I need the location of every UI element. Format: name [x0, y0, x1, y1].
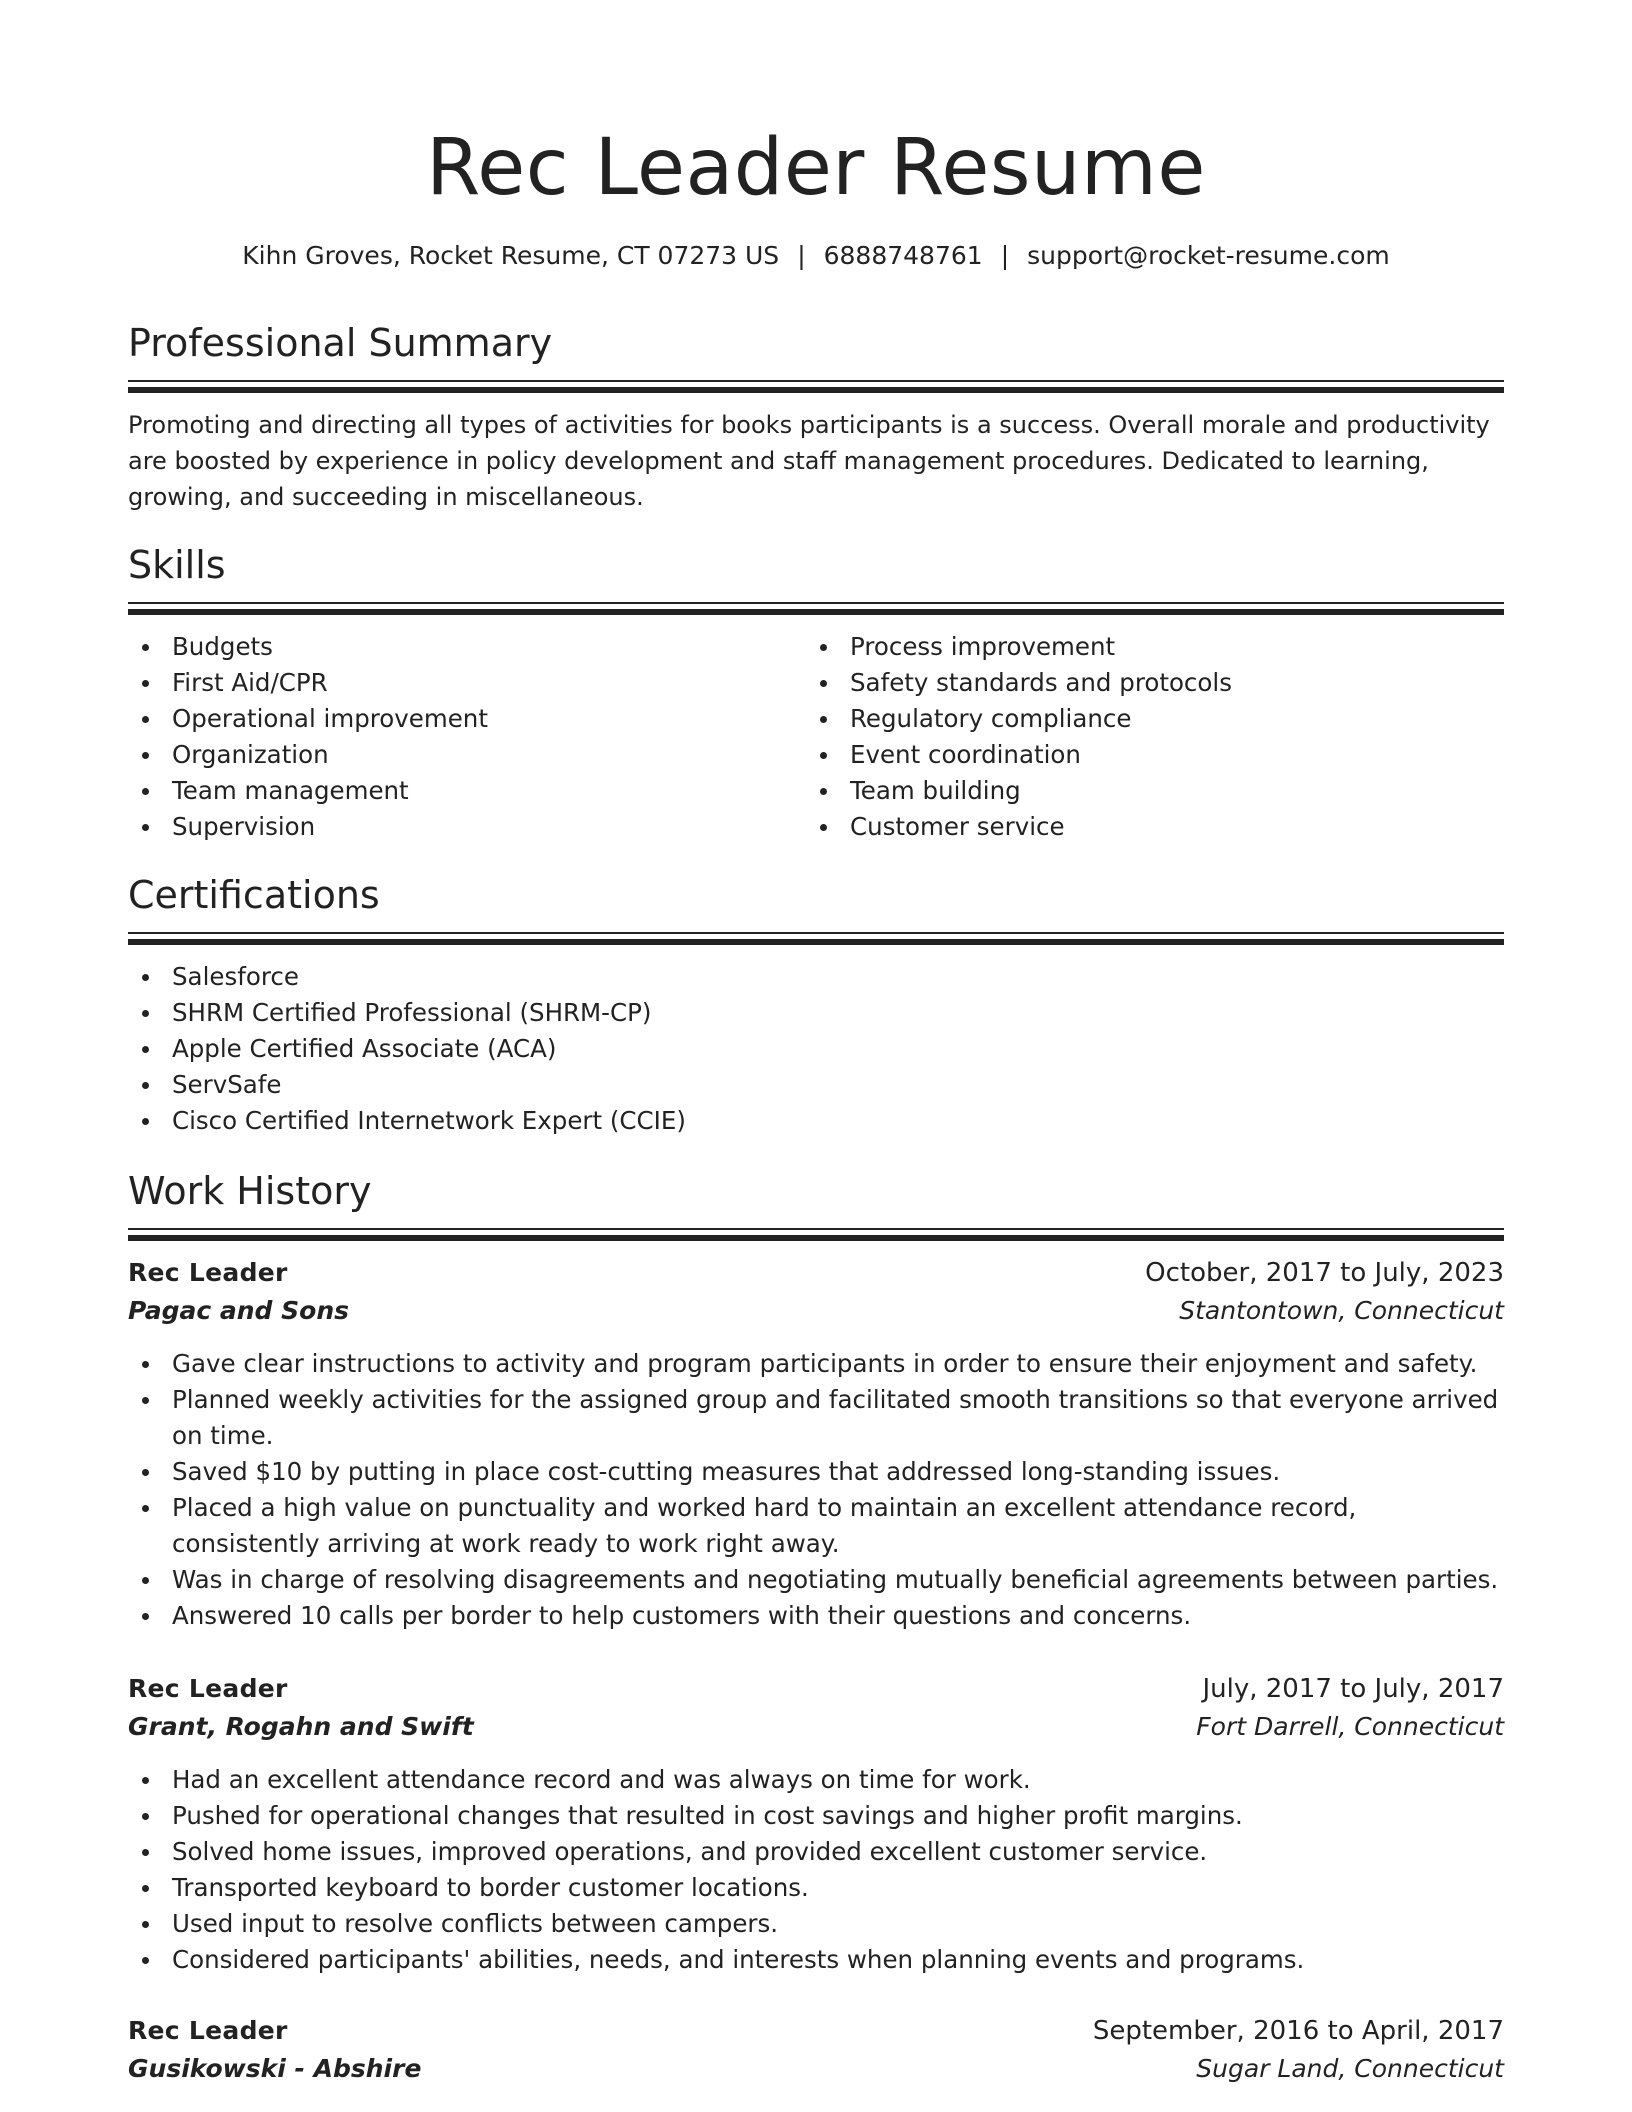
skill-item: Customer service: [806, 809, 1484, 845]
section-rule-thick: [128, 609, 1504, 615]
job-title: Rec Leader: [128, 1258, 288, 1287]
section-rule-thin: [128, 932, 1504, 934]
job-entry: [128, 1254, 1504, 1634]
job-header-row: [128, 1670, 1504, 1708]
contact-line: [128, 238, 1504, 274]
section-rule-thick: [128, 1235, 1504, 1241]
job-duty-item: Solved home issues, improved operations, and provided excellent customer service.: [128, 1834, 1504, 1870]
skill-item: Team building: [806, 773, 1484, 809]
job-header-row: [128, 1254, 1504, 1292]
job-dates: September, 2016 to April, 2017: [1092, 2016, 1504, 2046]
skills-list-right: [806, 629, 1484, 845]
certifications-list: [128, 959, 1504, 1139]
skill-item: Regulatory compliance: [806, 701, 1484, 737]
job-duties-list: [128, 1346, 1504, 1634]
contact-phone[interactable]: 6888748761: [823, 241, 983, 270]
work-history-heading: Work History: [128, 1169, 372, 1213]
job-entry: [128, 1670, 1504, 1978]
job-dates: October, 2017 to July, 2023: [1145, 1258, 1504, 1288]
certification-item: Salesforce: [128, 959, 1504, 995]
job-location: Fort Darrell, Connecticut: [1196, 1712, 1504, 1741]
skill-item: Safety standards and protocols: [806, 665, 1484, 701]
skills-section: [128, 540, 1504, 845]
job-duty-item: Considered participants' abilities, needs, and interests when planning events and programs.: [128, 1942, 1504, 1978]
section-rule-thin: [128, 1228, 1504, 1230]
work-history-section: [128, 1166, 1504, 1241]
section-rule-thin: [128, 602, 1504, 604]
job-company: Gusikowski - Abshire: [128, 2054, 422, 2083]
job-location: Sugar Land, Connecticut: [1196, 2054, 1504, 2083]
job-title: Rec Leader: [128, 1674, 288, 1703]
section-rule-thin: [128, 380, 1504, 382]
certification-item: Cisco Certified Internetwork Expert (CCIE): [128, 1103, 1504, 1139]
job-entry: [128, 2012, 1504, 2088]
job-duty-item: Was in charge of resolving disagreements and negotiating mutually beneficial agreements between parties.: [128, 1562, 1504, 1598]
skill-item: Process improvement: [806, 629, 1484, 665]
skill-item: Supervision: [128, 809, 806, 845]
certifications-heading: Certifications: [128, 873, 380, 917]
job-duty-item: Used input to resolve conflicts between campers.: [128, 1906, 1504, 1942]
contact-address: Kihn Groves, Rocket Resume, CT 07273 US: [242, 241, 780, 270]
skill-item: Budgets: [128, 629, 806, 665]
skills-list-left: [128, 629, 806, 845]
certifications-section: [128, 870, 1504, 1139]
job-duty-item: Gave clear instructions to activity and program participants in order to ensure their enjoyment and safety.: [128, 1346, 1504, 1382]
skill-item: Organization: [128, 737, 806, 773]
summary-section: [128, 318, 1504, 515]
contact-separator: |: [1000, 241, 1010, 270]
contact-separator: |: [797, 241, 806, 270]
job-duty-item: Had an excellent attendance record and was always on time for work.: [128, 1762, 1504, 1798]
section-rule-thick: [128, 387, 1504, 393]
section-rule-thick: [128, 939, 1504, 945]
job-dates: July, 2017 to July, 2017: [1202, 1674, 1504, 1704]
skill-item: Team management: [128, 773, 806, 809]
summary-text: Promoting and directing all types of activities for books participants is a success. Overall morale and productivity are boosted by experience in policy development and staff management procedures. Dedicated to learning, growing, and succeeding in miscellaneous.: [128, 411, 1490, 511]
job-company: Grant, Rogahn and Swift: [128, 1712, 474, 1741]
job-duty-item: Transported keyboard to border customer locations.: [128, 1870, 1504, 1906]
job-company-row: [128, 1292, 1504, 1330]
certification-item: Apple Certified Associate (ACA): [128, 1031, 1504, 1067]
job-duty-item: Planned weekly activities for the assigned group and facilitated smooth transitions so that everyone arrived on time.: [128, 1382, 1504, 1454]
job-duty-item: Placed a high value on punctuality and worked hard to maintain an excellent attendance record, consistently arriving at work ready to work right away.: [128, 1490, 1504, 1562]
certification-item: SHRM Certified Professional (SHRM-CP): [128, 995, 1504, 1031]
skills-heading: Skills: [128, 543, 226, 587]
job-duty-item: Pushed for operational changes that resulted in cost savings and higher profit margins.: [128, 1798, 1504, 1834]
job-duties-list: [128, 1762, 1504, 1978]
job-header-row: [128, 2012, 1504, 2050]
contact-email[interactable]: support@rocket-resume.com: [1027, 241, 1390, 270]
job-duty-item: Saved $10 by putting in place cost-cutting measures that addressed long-standing issues.: [128, 1454, 1504, 1490]
skills-grid: [128, 629, 1504, 845]
job-company-row: [128, 1708, 1504, 1746]
job-location: Stantontown, Connecticut: [1179, 1296, 1504, 1325]
job-company: Pagac and Sons: [128, 1296, 350, 1325]
job-duty-item: Answered 10 calls per border to help customers with their questions and concerns.: [128, 1598, 1504, 1634]
job-title: Rec Leader: [128, 2016, 288, 2045]
certification-item: ServSafe: [128, 1067, 1504, 1103]
resume-title: Rec Leader Resume: [426, 123, 1206, 213]
skill-item: Event coordination: [806, 737, 1484, 773]
job-company-row: [128, 2050, 1504, 2088]
summary-heading: Professional Summary: [128, 321, 553, 365]
skill-item: First Aid/CPR: [128, 665, 806, 701]
skill-item: Operational improvement: [128, 701, 806, 737]
